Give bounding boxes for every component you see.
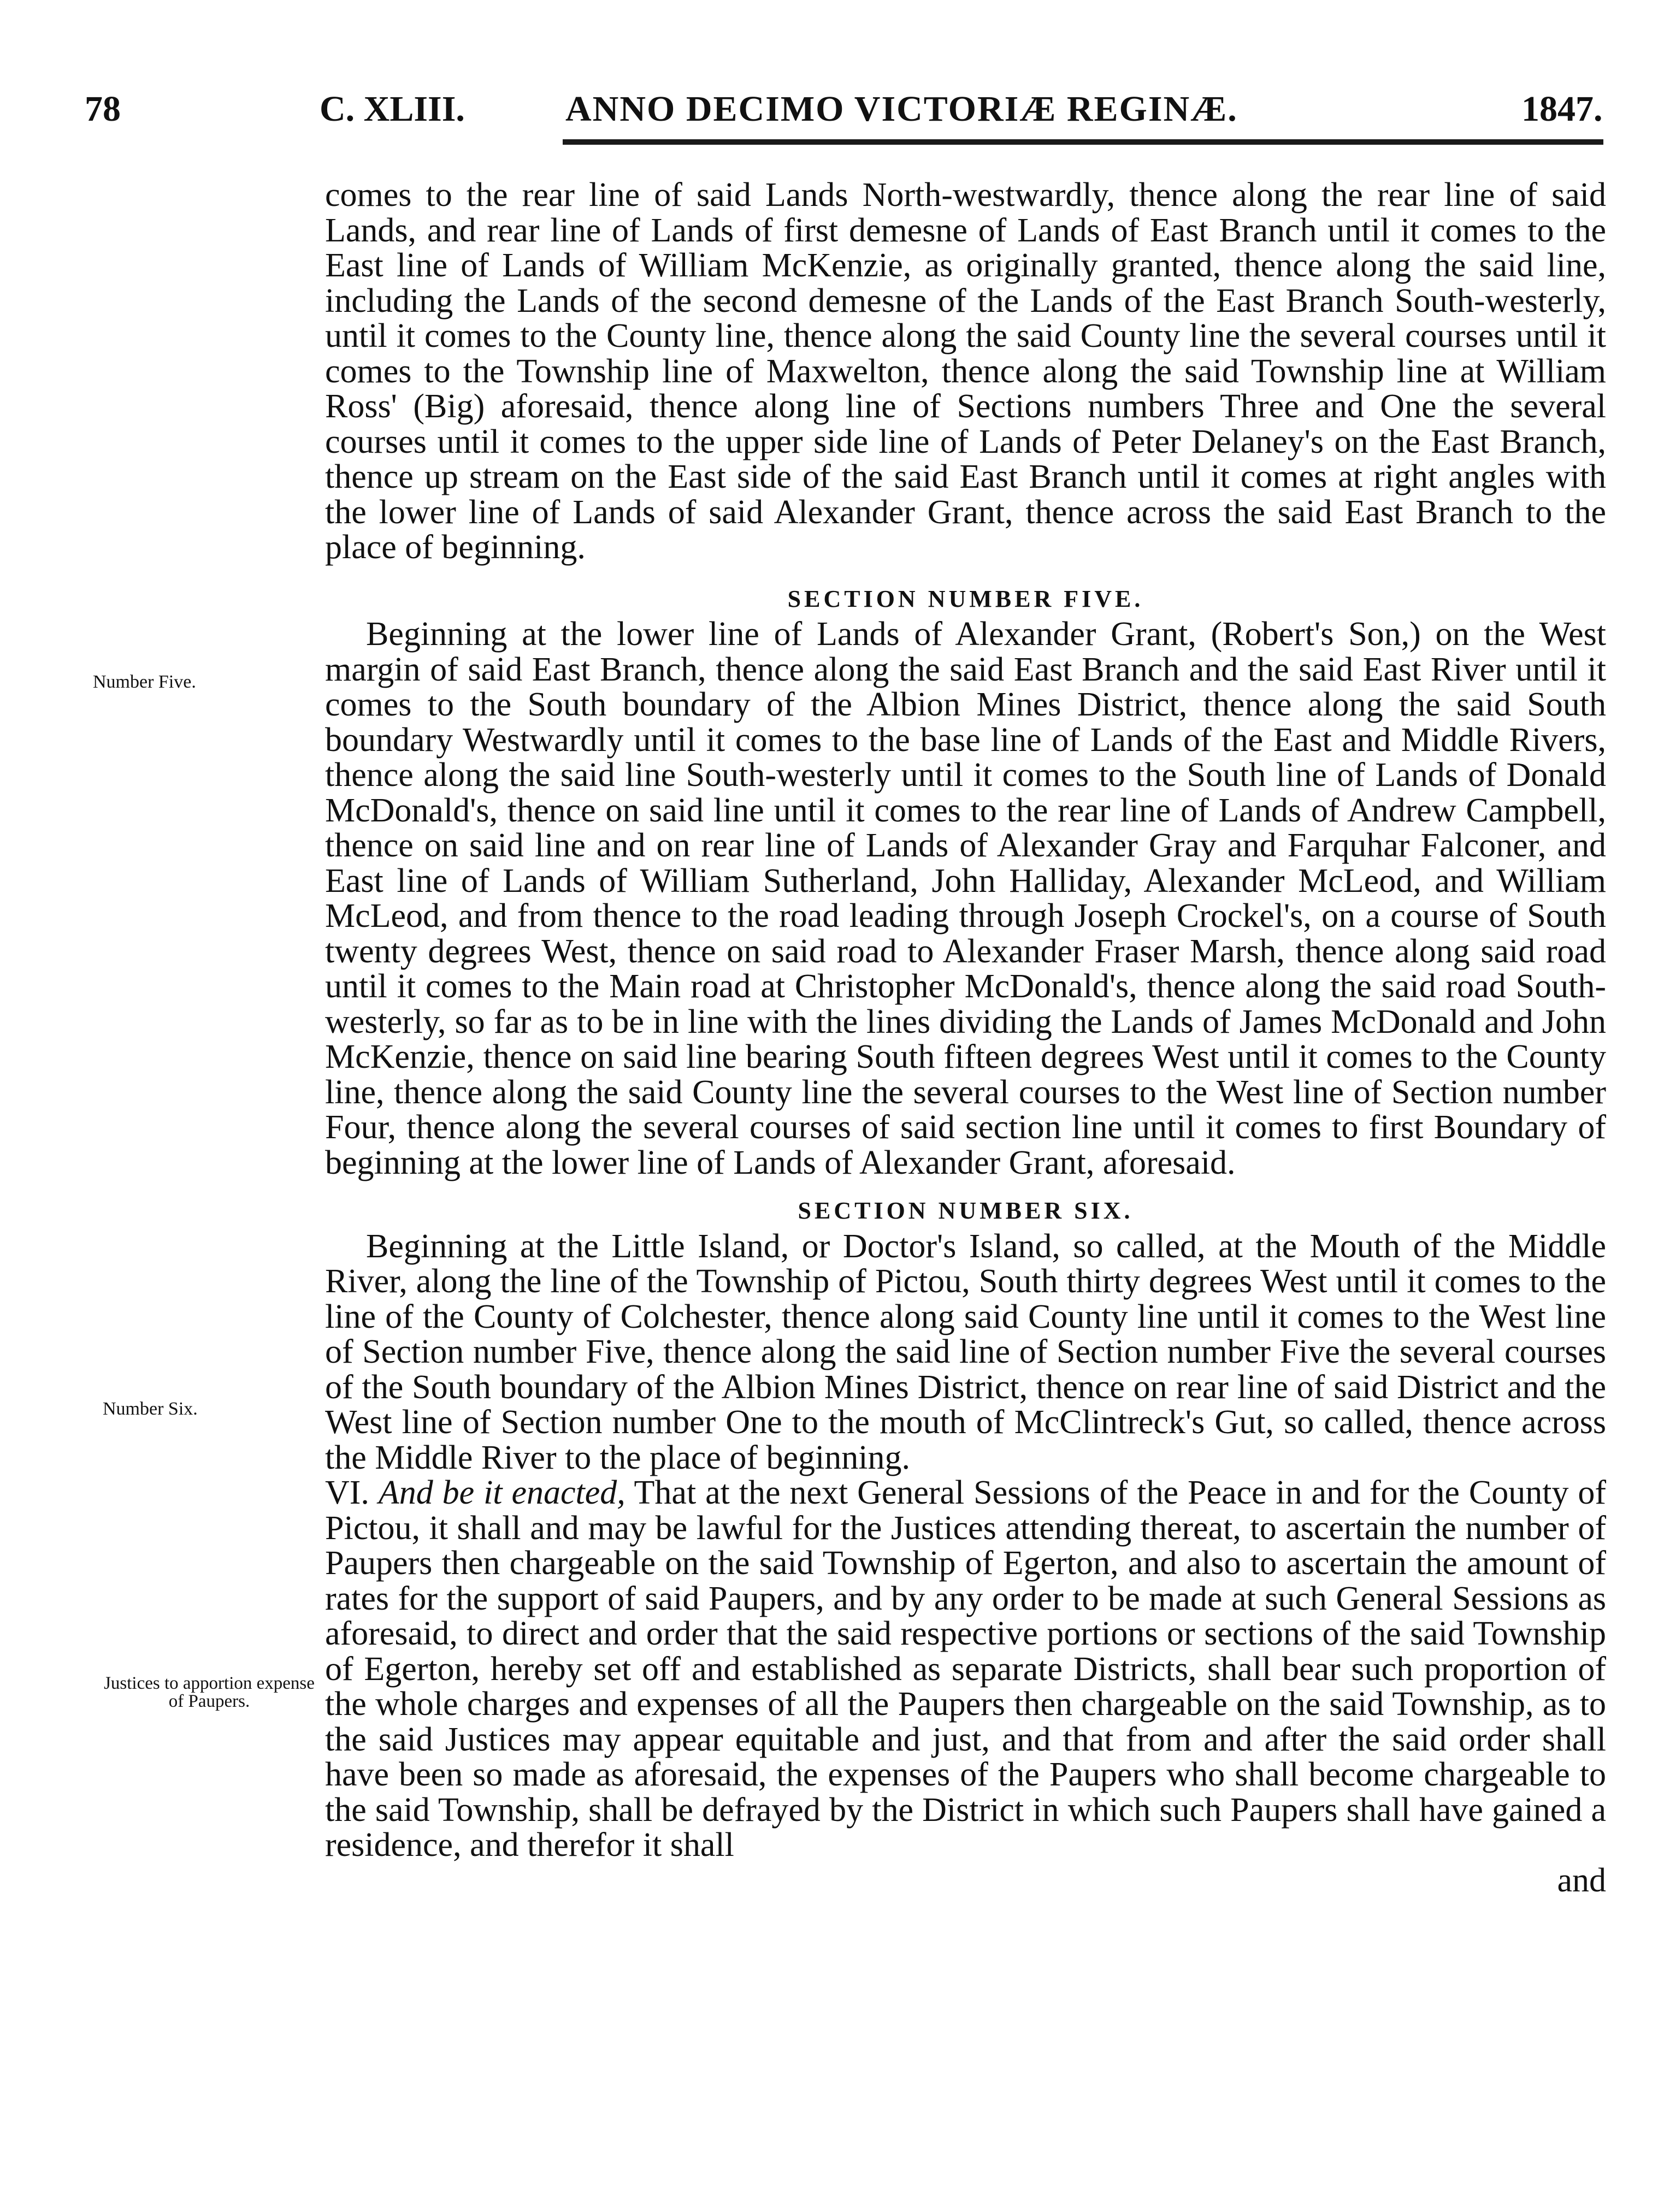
- chapter-number: C. XLIII.: [320, 89, 465, 129]
- body-text: [325, 178, 1606, 1898]
- clause-six-paragraph: [325, 1475, 1606, 1863]
- section-six-heading: SECTION NUMBER SIX.: [798, 1197, 1134, 1224]
- regnal-year-title: ANNO DECIMO VICTORIÆ REGINÆ.: [565, 89, 1238, 129]
- section-five-paragraph: Beginning at the lower line of Lands of Alexander Grant, (Robert's Son,) on the West margin of said East Branch, thence along the said East Branch and the said East River until it comes to the South boundary of the Albion Mines District, thence along the said South boundary Westwardly until it comes to the base line of Lands of the East and Middle Rivers, thence along the said line South-westerly until it comes to the South line of Lands of Donald McDonald's, thence on said line until it comes to the rear line of Lands of Andrew Campbell, thence on said line and on rear line of Lands of Alexander Gray and Farquhar Falconer, and East line of Lands of William Sutherland, John Halliday, Alexander McLeod, and William McLeod, and from thence to the road leading through Joseph Crockel's, on a course of South twenty degrees West, thence on said road to Alexander Fraser Marsh, thence along said road until it comes to the Main road at Christopher McDonald's, thence along the said road South-westerly, so far as to be in line with the lines dividing the Lands of James McDonald and John McKenzie, thence on said line bearing South fifteen degrees West until it comes to the County line, thence along the said County line the several courses to the West line of Section number Four, thence along the several courses of said section line until it comes to first Boundary of beginning at the lower line of Lands of Alexander Grant, aforesaid.: [325, 616, 1606, 1181]
- clause-six-text: That at the next General Sessions of the Peace in and for the County of Pictou, it shall and may be lawful for the Justices attending thereat, to ascertain the number of Paupers then chargeable on the said Township of Egerton, and also to ascertain the amount of rates for the support of said Paupers, and by any order to be made at such General Sessions as aforesaid, to direct and order that the said respective portions or sections of the said Township of Egerton, hereby set off and established as separate Districts, shall bear such proportion of the whole charges and expenses of all the Paupers then chargeable on the said Township, as to the said Justices may appear equitable and just, and that from and after the said order shall have been so made as aforesaid, the expenses of the Paupers who shall become chargeable to the said Township, shall be defrayed by the District in which such Paupers shall have gained a residence, and therefor it shall: [325, 1474, 1607, 1864]
- margin-note-justices: Justices to apportion expense of Paupers.: [104, 1673, 315, 1711]
- clause-number: VI.: [325, 1474, 369, 1511]
- page-number: 78: [85, 89, 121, 129]
- section-six-paragraph: Beginning at the Little Island, or Doctor's Island, so called, at the Mouth of the Middle River, along the line of the Township of Pictou, South thirty degrees West until it comes to the line of the County of Colchester, thence along said County line until it comes to the West line of Section number Five, thence along the said line of Section number Five the several courses of the South boundary of the Albion Mines District, thence on rear line of said District and the West line of Section number One to the mouth of McClintreck's Gut, so called, thence across the Middle River to the place of beginning.: [325, 1227, 1606, 1476]
- catchword: and: [1557, 1861, 1606, 1899]
- margin-note-number-five: Number Five.: [93, 672, 196, 692]
- continuation-paragraph: comes to the rear line of said Lands North-westwardly, thence along the rear line of said Lands, and rear line of Lands of first demesne of Lands of East Branch until it comes to the East line of Lands of William McKenzie, as originally granted, thence along the said line, including the Lands of the second demesne of the Lands of the East Branch South-westerly, until it comes to the County line, thence along the said County line the several courses until it comes to the Township line of Maxwelton, thence along the said Township line at William Ross' (Big) aforesaid, thence along line of Sections numbers Three and One the several courses until it comes to the upper side line of Lands of Peter Delaney's on the East Branch, thence up stream on the East side of the said East Branch until it comes at right angles with the lower line of Lands of said Alexander Grant, thence across the said East Branch to the place of beginning.: [325, 176, 1606, 566]
- margin-note-number-six: Number Six.: [103, 1399, 198, 1419]
- running-header: [0, 82, 1658, 137]
- year: 1847.: [1521, 89, 1603, 129]
- section-five-heading: SECTION NUMBER FIVE.: [787, 585, 1144, 612]
- enacting-words: And be it enacted,: [378, 1474, 626, 1511]
- header-rule: [563, 139, 1603, 145]
